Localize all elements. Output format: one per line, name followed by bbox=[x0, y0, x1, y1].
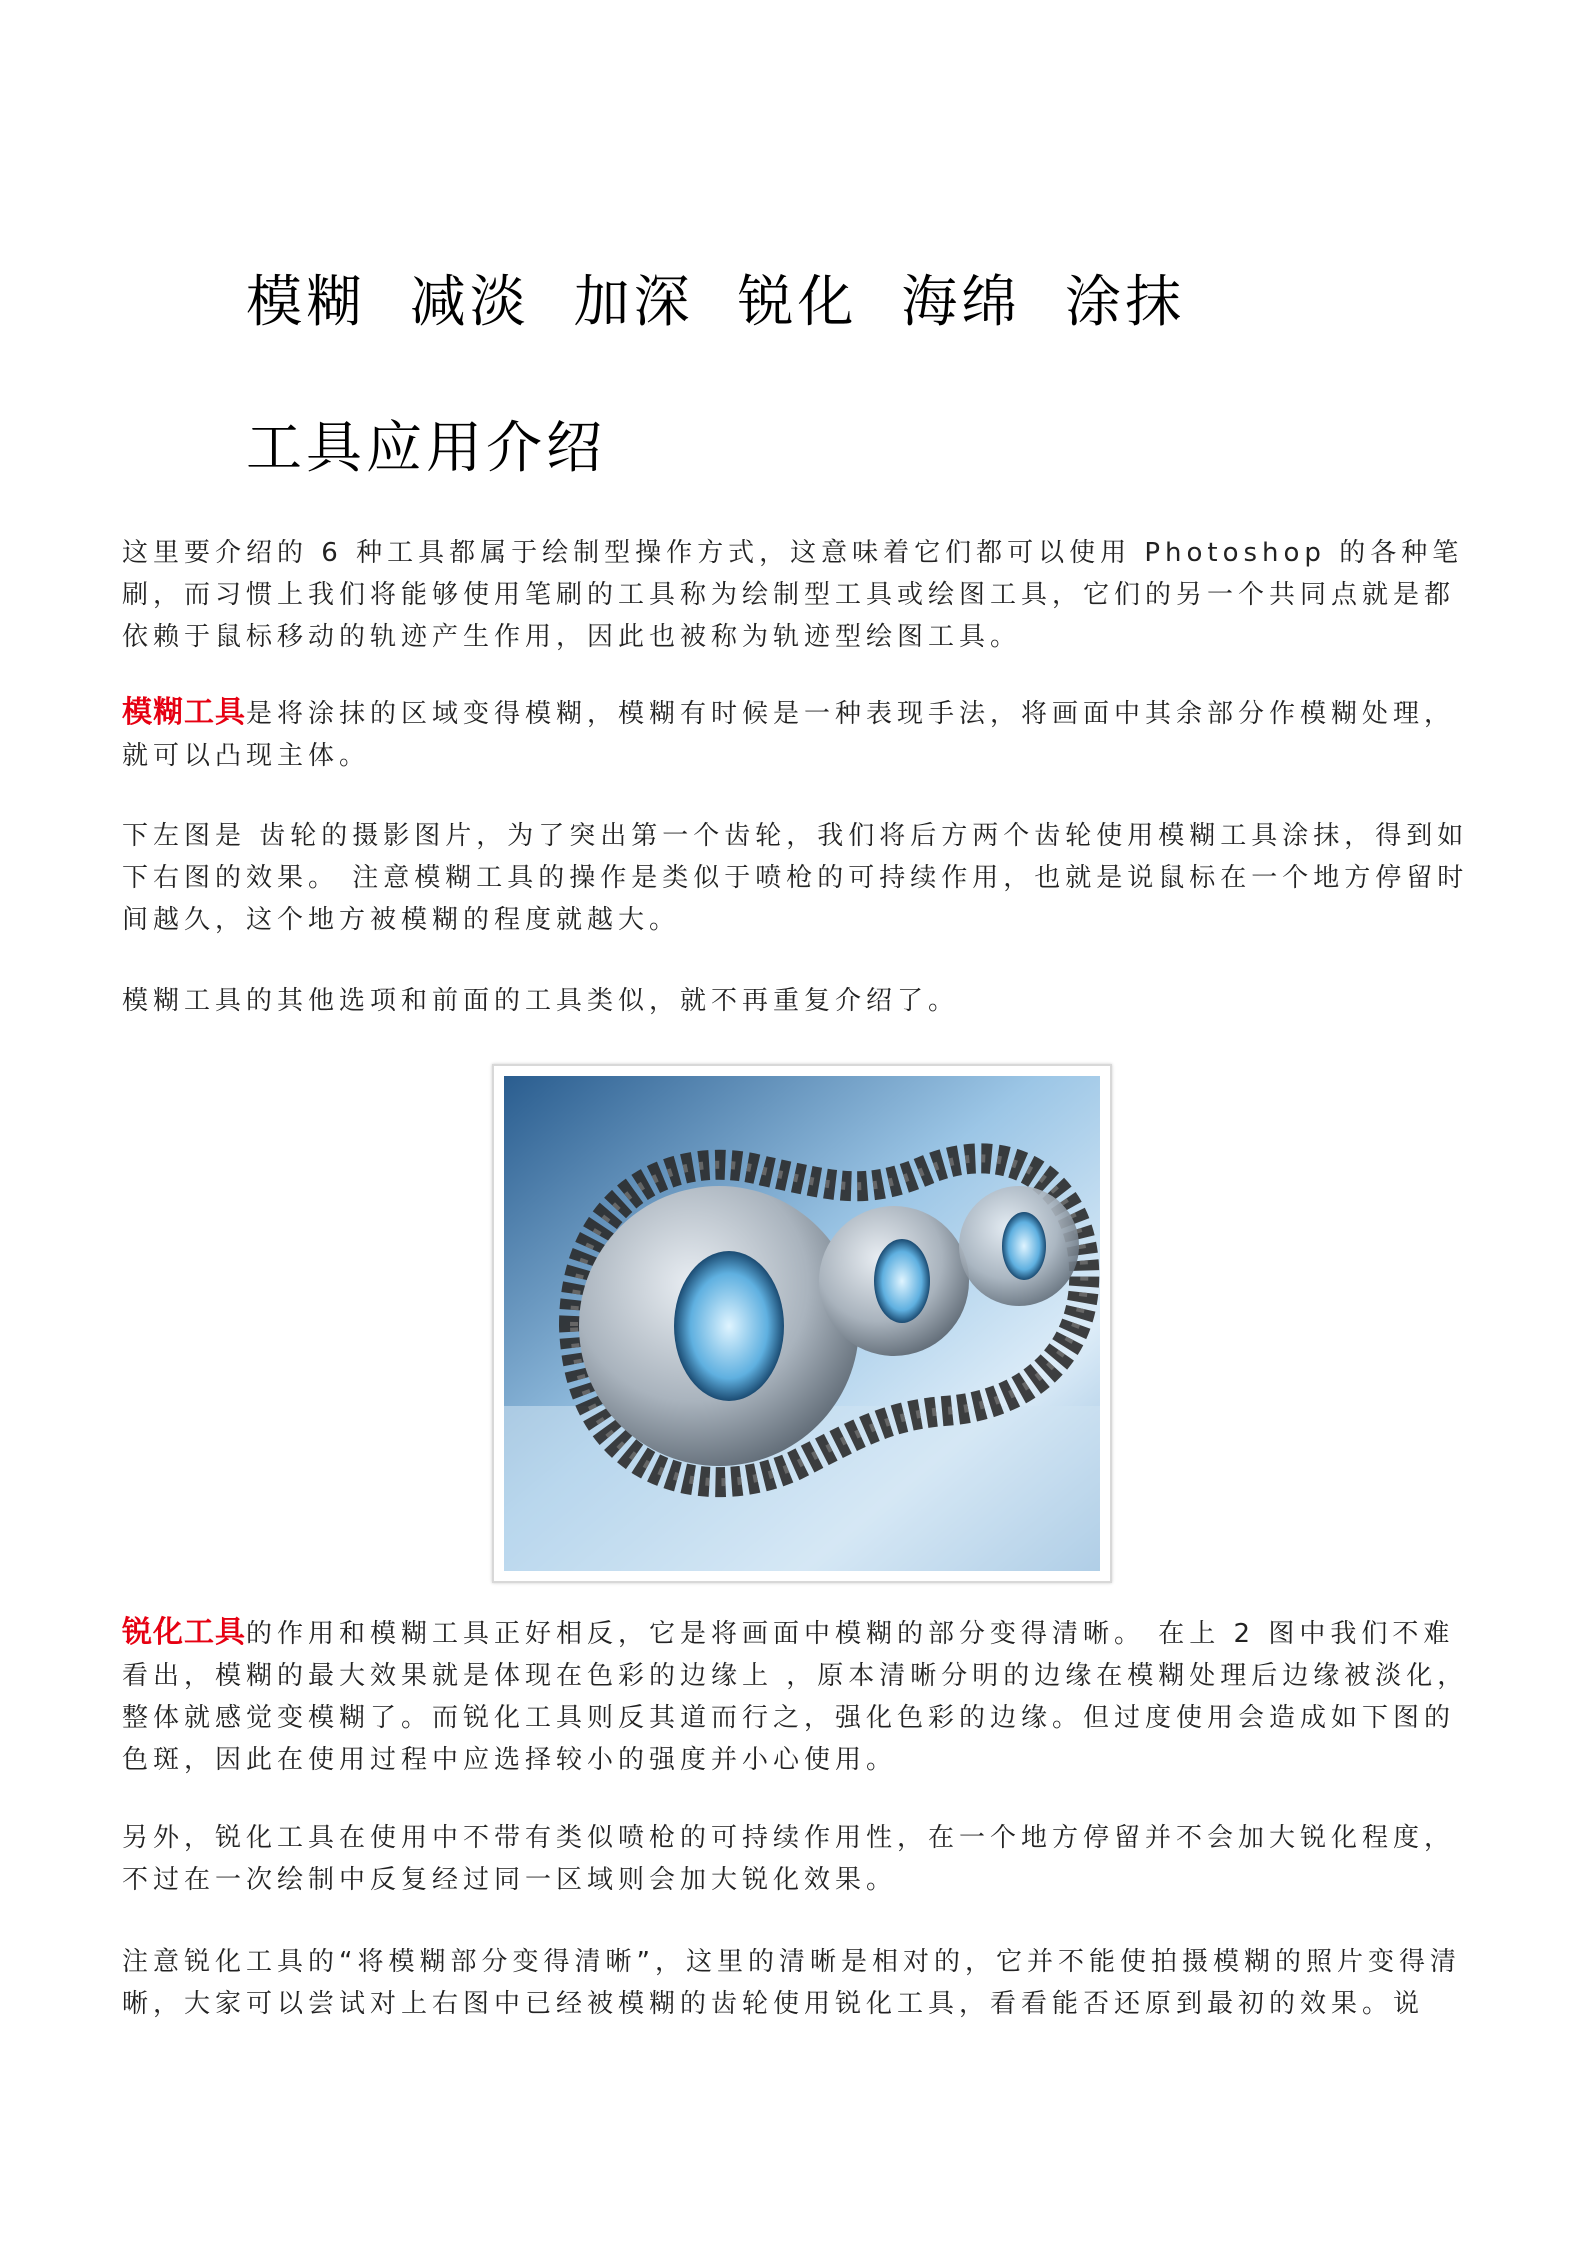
title-word-burn: 加深 bbox=[573, 270, 694, 335]
blur-tool-description: 是将涂抹的区域变得模糊，模糊有时候是一种表现手法，将画面中其余部分作模糊处理，就可以凸现主体。 bbox=[122, 699, 1456, 771]
gear-chain-photo bbox=[504, 1076, 1100, 1571]
sharpen-tool-description: 的作用和模糊工具正好相反，它是将画面中模糊的部分变得清晰。 在上 2 图中我们不难看出，模糊的最大效果就是体现在色彩的边缘上 ，原本清晰分明的边缘在模糊处理后边缘被淡化，整体就感觉变模糊了。而锐化工具则反其道而行之，强化色彩的边缘。但过度使用会造成如下图的色斑，因此在使用过程中应选择较小的强度并小心使用。 bbox=[122, 1619, 1469, 1775]
title-word-sharpen: 锐化 bbox=[737, 270, 858, 335]
intro-paragraph: 这里要介绍的 6 种工具都属于绘制型操作方式，这意味着它们都可以使用 Photoshop 的各种笔刷，而习惯上我们将能够使用笔刷的工具称为绘制型工具或绘图工具，它们的另一个共同点就是都依赖于鼠标移动的轨迹产生作用，因此也被称为轨迹型绘图工具。 bbox=[122, 538, 1464, 652]
gear-photo-frame bbox=[492, 1064, 1112, 1583]
sharpen-usage-paragraph: 另外，锐化工具在使用中不带有类似喷枪的可持续作用性，在一个地方停留并不会加大锐化程度，不过在一次绘制中反复经过同一区域则会加大锐化效果。 bbox=[122, 1823, 1456, 1895]
title-word-blur: 模糊 bbox=[246, 270, 366, 335]
blur-options-paragraph: 模糊工具的其他选项和前面的工具类似，就不再重复介绍了。 bbox=[122, 986, 960, 1016]
title-word-smudge: 涂抹 bbox=[1065, 270, 1186, 335]
blur-tool-paragraph bbox=[122, 692, 1482, 777]
sharpen-note-paragraph: 注意锐化工具的“将模糊部分变得清晰”，这里的清晰是相对的，它并不能使拍摄模糊的照片变得清晰，大家可以尝试对上右图中已经被模糊的齿轮使用锐化工具，看看能否还原到最初的效果。说 bbox=[122, 1947, 1461, 2019]
sharpen-tool-keyword: 锐化工具 bbox=[122, 1615, 246, 1650]
sharpen-tool-paragraph bbox=[122, 1612, 1482, 1781]
title-word-sponge: 海绵 bbox=[901, 270, 1022, 335]
gear-example-paragraph: 下左图是 齿轮的摄影图片，为了突出第一个齿轮，我们将后方两个齿轮使用模糊工具涂抹，得到如下右图的效果。 注意模糊工具的操作是类似于喷枪的可持续作用，也就是说鼠标在一个地方停留时间越久，这个地方被模糊的程度就越大。 bbox=[122, 821, 1469, 935]
document-title-line-2: 工具应用介绍 bbox=[246, 416, 606, 481]
title-word-dodge: 减淡 bbox=[409, 270, 530, 335]
blur-tool-keyword: 模糊工具 bbox=[122, 695, 246, 730]
document-title-line-1 bbox=[246, 258, 1207, 338]
